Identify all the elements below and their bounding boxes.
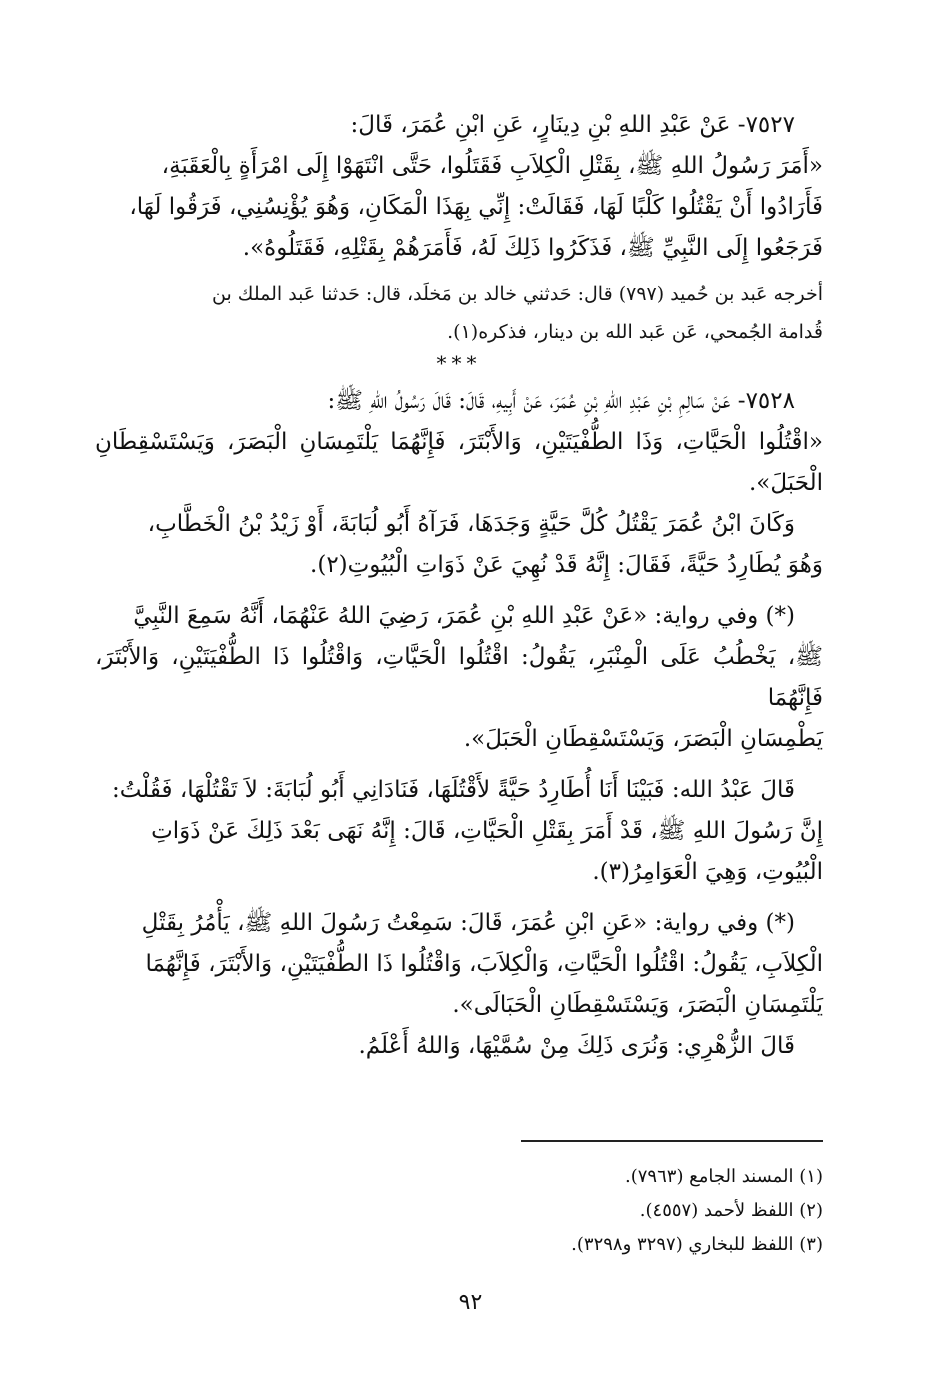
footnote-1: (١) المسند الجامع (٧٩٦٣). xyxy=(625,1166,823,1187)
riwaya-2 xyxy=(95,903,823,1026)
footnote-divider xyxy=(521,1140,823,1142)
qala-abdullah xyxy=(95,770,823,893)
footnote-3: (٣) اللفظ للبخاري (٣٢٩٧ و٣٢٩٨). xyxy=(571,1234,823,1255)
riwaya-1-line-3: يَطْمِسَانِ الْبَصَرَ، وَيَسْتَسْقِطَانِ الْحَبَلَ». xyxy=(463,726,823,752)
hadith-7527-line-1: ٧٥٢٧- عَنْ عَبْدِ اللهِ بْنِ دِينَارٍ، عَنِ ابْنِ عُمَرَ، قَالَ: xyxy=(350,112,795,138)
hadith-7528-line-4: وَهُوَ يُطَارِدُ حَيَّةً، فَقَالَ: إِنَّهُ قَدْ نُهِيَ عَنْ ذَوَاتِ الْبُيُوتِ(٢). xyxy=(310,552,823,578)
qala-abdullah-line-3: الْبُيُوتِ، وَهِيَ الْعَوَامِرُ(٣). xyxy=(592,859,823,885)
source-line-2: قُدامة الجُمحي، عَن عَبد الله بن دينار، فذكره(١). xyxy=(447,321,823,343)
page-body xyxy=(95,105,823,1067)
hadith-7528-line-3: وَكَانَ ابْنُ عُمَرَ يَقْتُلُ كُلَّ حَيَّةٍ وَجَدَهَا، فَرَآهُ أَبُو لُبَابَةَ، أَوْ زَيْدُ بْنُ الْخَطَّابِ، xyxy=(147,511,795,537)
riwaya-1-line-1: (*) وفي رواية: «عَنْ عَبْدِ اللهِ بْنِ عُمَرَ، رَضِيَ اللهُ عَنْهُمَا، أَنَّهُ سَمِعَ النَّبِيَّ xyxy=(133,603,795,629)
hadith-7527-line-4: فَرَجَعُوا إِلَى النَّبِيِّ ﷺ، فَذَكَرُوا ذَلِكَ لَهُ، فَأَمَرَهُمْ بِقَتْلِهِ، فَقَتَلُوهُ». xyxy=(242,235,823,261)
hadith-7527-line-3: فَأَرَادُوا أَنْ يَقْتُلُوا كَلْبًا لَهَا، فَقَالَتْ: إِنِّي بِهَذَا الْمَكَانِ، وَهُوَ يُؤْنِسُنِي، فَرَقُوا لَهَا، xyxy=(129,194,823,220)
page-number: ٩٢ xyxy=(458,1290,483,1315)
footnotes xyxy=(263,1160,823,1262)
hadith-7527 xyxy=(95,105,823,269)
qala-abdullah-line-2: إِنَّ رَسُولَ اللهِ ﷺ، قَدْ أَمَرَ بِقَتْلِ الْحَيَّاتِ، قَالَ: إِنَّهُ نَهَى بَعْدَ ذَلِكَ عَنْ ذَوَاتِ xyxy=(151,818,823,844)
riwaya-1-line-2: ﷺ، يَخْطُبُ عَلَى الْمِنْبَرِ، يَقُولُ: اقْتُلُوا الْحَيَّاتِ، وَاقْتُلُوا ذَا الطُّفْيَتَيْنِ، وَالأَبْتَرَ، فَإِنَّهُمَا xyxy=(95,644,823,711)
section-separator: *** xyxy=(436,351,482,375)
zuhri-line-1: قَالَ الزُّهْرِي: وَنُرَى ذَلِكَ مِنْ سُمَّيْهَا، وَاللهُ أَعْلَمُ. xyxy=(358,1033,795,1059)
riwaya-2-line-1: (*) وفي رواية: «عَنِ ابْنِ عُمَرَ، قَالَ: سَمِعْتُ رَسُولَ اللهِ ﷺ، يَأْمُرُ بِقَتْلِ xyxy=(141,910,795,936)
hadith-7528 xyxy=(95,381,823,586)
hadith-7527-line-2: «أَمَرَ رَسُولُ اللهِ ﷺ، بِقَتْلِ الْكِلاَبِ فَقَتَلُوا، حَتَّى انْتَهَوْا إِلَى امْرَأَةٍ بِالْعَقَبَةِ، xyxy=(161,153,823,179)
qala-abdullah-line-1: قَالَ عَبْدُ الله: فَبَيْنَا أَنَا أُطَارِدُ حَيَّةً لأَقْتُلَهَا، فَنَادَانِي أَبُو لُبَابَةَ: لاَ تَقْتُلْهَا، فَقُلْتُ: xyxy=(111,777,795,803)
riwaya-1 xyxy=(95,596,823,760)
riwaya-2-line-2: الْكِلاَبِ، يَقُولُ: اقْتُلُوا الْحَيَّاتِ، وَالْكِلاَبَ، وَاقْتُلُوا ذَا الطُّفْيَتَيْنِ، وَالأَبْتَرَ، فَإِنَّهُمَا xyxy=(145,951,823,977)
hadith-7528-line-2: «اقْتُلُوا الْحَيَّاتِ، وَذَا الطُّفْيَتَيْنِ، وَالأَبْتَرَ، فَإِنَّهُمَا يَلْتَمِسَانِ الْبَصَرَ، وَيَسْتَسْقِطَانِ الْحَبَلَ». xyxy=(95,429,823,496)
riwaya-2-line-3: يَلْتَمِسَانِ الْبَصَرَ، وَيَسْتَسْقِطَانِ الْحَبَالَى». xyxy=(452,992,823,1018)
hadith-7528-line-1: ٧٥٢٨- عَنْ سَالِمِ بْنِ عَبْدِ اللهِ بْنِ عُمَرَ، عَنْ أَبِيهِ، قَالَ: قَالَ رَسُولُ اللهِ ﷺ: xyxy=(327,388,795,414)
footnote-2: (٢) اللفظ لأحمد (٤٥٥٧). xyxy=(639,1200,823,1221)
hadith-7527-source xyxy=(95,275,823,351)
source-line-1: أخرجه عَبد بن حُميد (٧٩٧) قال: حَدثني خالد بن مَخلَد، قال: حَدثنا عَبد الملك بن xyxy=(212,283,823,305)
zuhri-comment xyxy=(95,1026,823,1067)
